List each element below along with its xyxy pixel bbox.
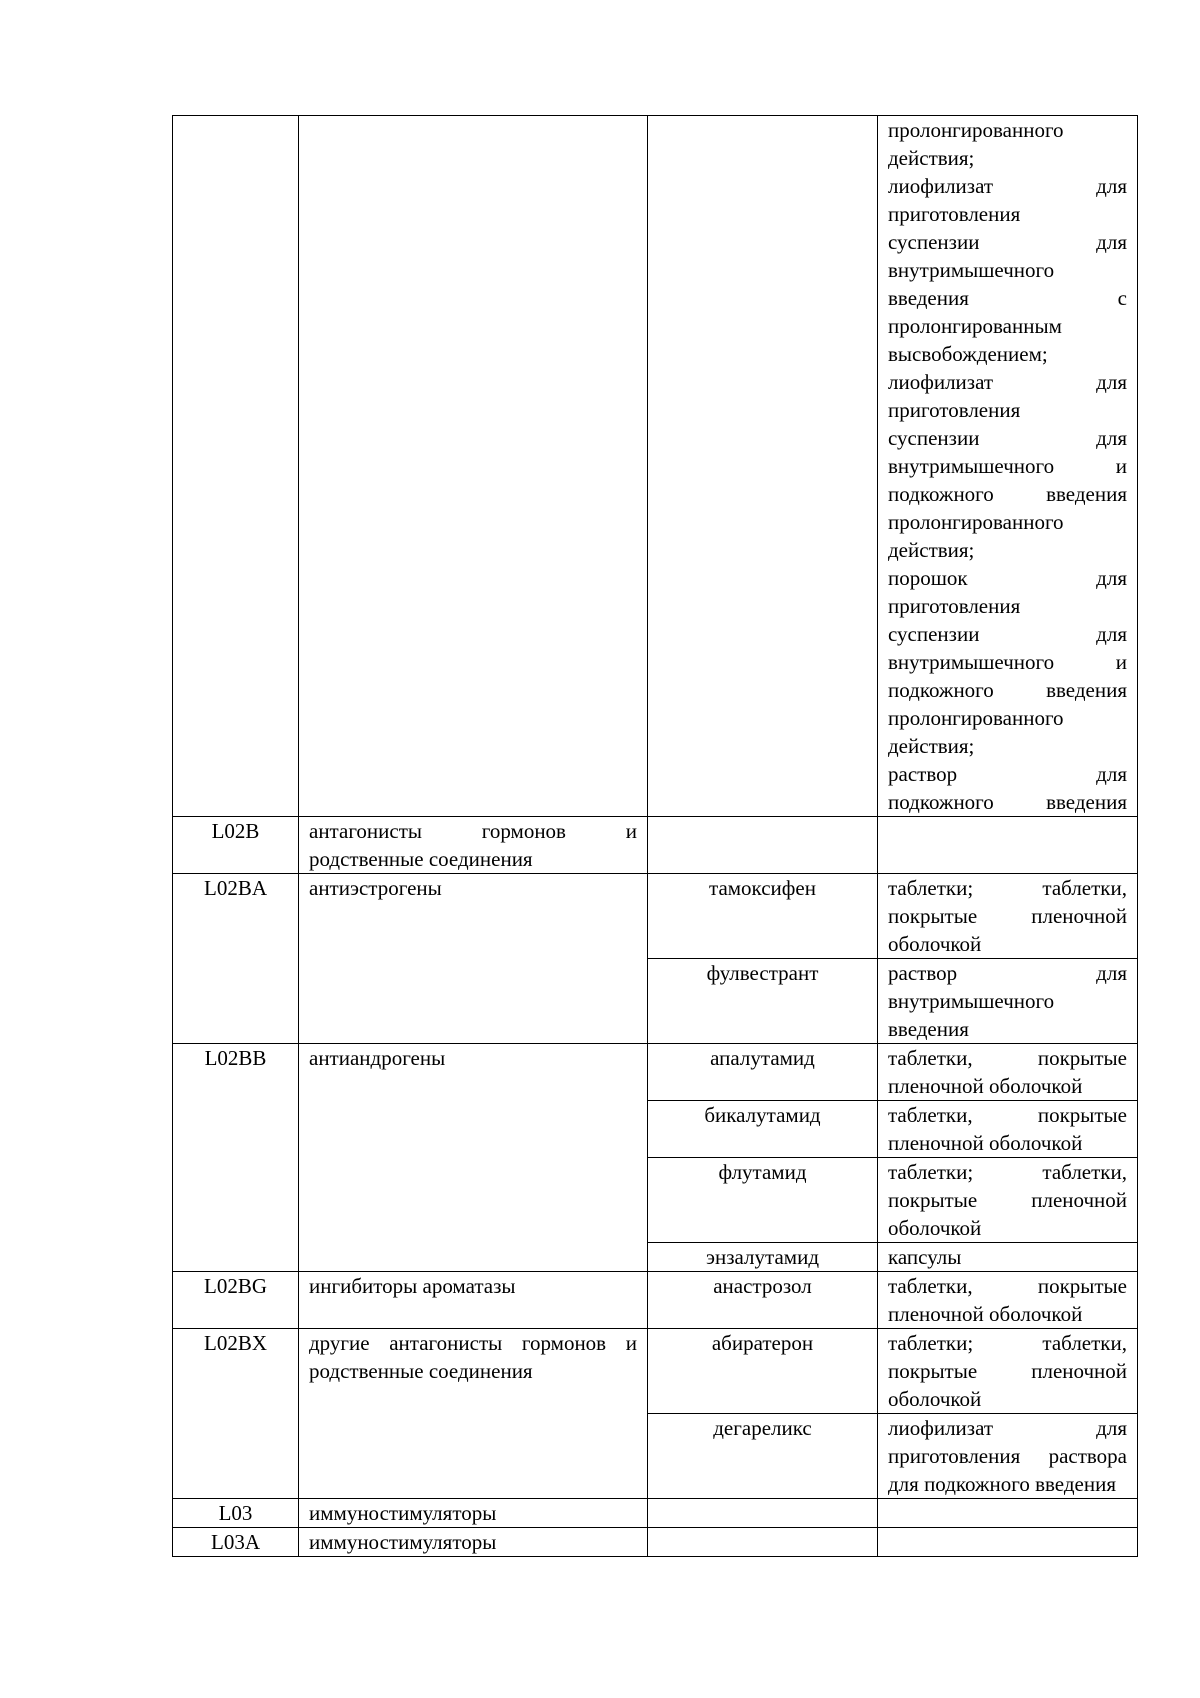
drug-name: абиратерон (648, 1329, 878, 1414)
dosage-form-line: лиофилизат для (888, 174, 1127, 198)
drug-name: бикалутамид (648, 1101, 878, 1158)
table-row (173, 1528, 1138, 1557)
atc-group-name: антиэстрогены (299, 874, 648, 1044)
dosage-form-line: действия; (888, 538, 975, 562)
drug-name: фулвестрант (648, 959, 878, 1044)
dosage-form-line: суспензии для (888, 426, 1127, 450)
atc-group-name: антагонисты гормонов и родственные соединения (299, 817, 648, 874)
drug-name: анастрозол (648, 1272, 878, 1329)
atc-group-name: иммуностимуляторы (299, 1499, 648, 1528)
dosage-form-line: пролонгированного (888, 706, 1064, 730)
atc-code: L03 (173, 1499, 299, 1528)
atc-code: L02B (173, 817, 299, 874)
atc-group-name: иммуностимуляторы (299, 1528, 648, 1557)
drug-cell (648, 1528, 878, 1557)
dosage-form-line: раствор для (888, 762, 1127, 786)
dosage-form-line: приготовления (888, 594, 1021, 618)
drug-name: тамоксифен (648, 874, 878, 959)
dosage-form-line: пролонгированного (888, 118, 1064, 142)
dosage-form-line: приготовления (888, 398, 1021, 422)
table-row (173, 1329, 1138, 1414)
drug-cell (648, 116, 878, 817)
dosage-form-line: высвобождением; (888, 342, 1048, 366)
group-cell (299, 116, 648, 817)
dosage-form: капсулы (878, 1243, 1138, 1272)
atc-code: L02BA (173, 874, 299, 1044)
dosage-form-line: действия; (888, 734, 975, 758)
atc-code: L03A (173, 1528, 299, 1557)
dosage-form-line: подкожного введения (888, 482, 1127, 506)
atc-code: L02BB (173, 1044, 299, 1272)
table-row (173, 1499, 1138, 1528)
drug-name: флутамид (648, 1158, 878, 1243)
dosage-form-line: введения с (888, 286, 1127, 310)
table-row (173, 874, 1138, 959)
dosage-form-cell (878, 1528, 1138, 1557)
table-row (173, 116, 1138, 817)
drug-cell (648, 817, 878, 874)
dosage-form-line: суспензии для (888, 230, 1127, 254)
dosage-form-line: пролонгированного (888, 510, 1064, 534)
dosage-form: таблетки, покрытые пленочной оболочкой (878, 1101, 1138, 1158)
drug-table (172, 115, 1138, 1557)
atc-group-name: другие антагонисты гормонов и родственные соединения (299, 1329, 648, 1499)
table-row (173, 817, 1138, 874)
drug-name: апалутамид (648, 1044, 878, 1101)
dosage-form: раствор для внутримышечного введения (878, 959, 1138, 1044)
dosage-form: лиофилизат для приготовления раствора для подкожного введения (878, 1414, 1138, 1499)
drug-name: энзалутамид (648, 1243, 878, 1272)
atc-code: L02BG (173, 1272, 299, 1329)
dosage-form-line: внутримышечного и (888, 650, 1127, 674)
dosage-form-line: суспензии для (888, 622, 1127, 646)
dosage-form-line: подкожного введения (888, 678, 1127, 702)
dosage-form-line: порошок для (888, 566, 1127, 590)
dosage-form: таблетки, покрытые пленочной оболочкой (878, 1044, 1138, 1101)
dosage-form-line: пролонгированным (888, 314, 1062, 338)
atc-code: L02BX (173, 1329, 299, 1499)
dosage-form-line: лиофилизат для (888, 370, 1127, 394)
drug-cell (648, 1499, 878, 1528)
table-row (173, 1044, 1138, 1101)
dosage-form-line: приготовления (888, 202, 1021, 226)
table-row (173, 1272, 1138, 1329)
dosage-form-cell (878, 817, 1138, 874)
drug-name: дегареликс (648, 1414, 878, 1499)
atc-group-name: антиандрогены (299, 1044, 648, 1272)
dosage-form-line: подкожного введения (888, 790, 1127, 814)
atc-group-name: ингибиторы ароматазы (299, 1272, 648, 1329)
dosage-form: таблетки; таблетки, покрытые пленочной оболочкой (878, 1158, 1138, 1243)
dosage-form: таблетки, покрытые пленочной оболочкой (878, 1272, 1138, 1329)
dosage-form-line: внутримышечного и (888, 454, 1127, 478)
dosage-form-cell (878, 116, 1138, 817)
dosage-form-line: действия; (888, 146, 975, 170)
code-cell (173, 116, 299, 817)
dosage-form-cell (878, 1499, 1138, 1528)
dosage-form: таблетки; таблетки, покрытые пленочной оболочкой (878, 874, 1138, 959)
dosage-form-line: внутримышечного (888, 258, 1055, 282)
dosage-form: таблетки; таблетки, покрытые пленочной оболочкой (878, 1329, 1138, 1414)
